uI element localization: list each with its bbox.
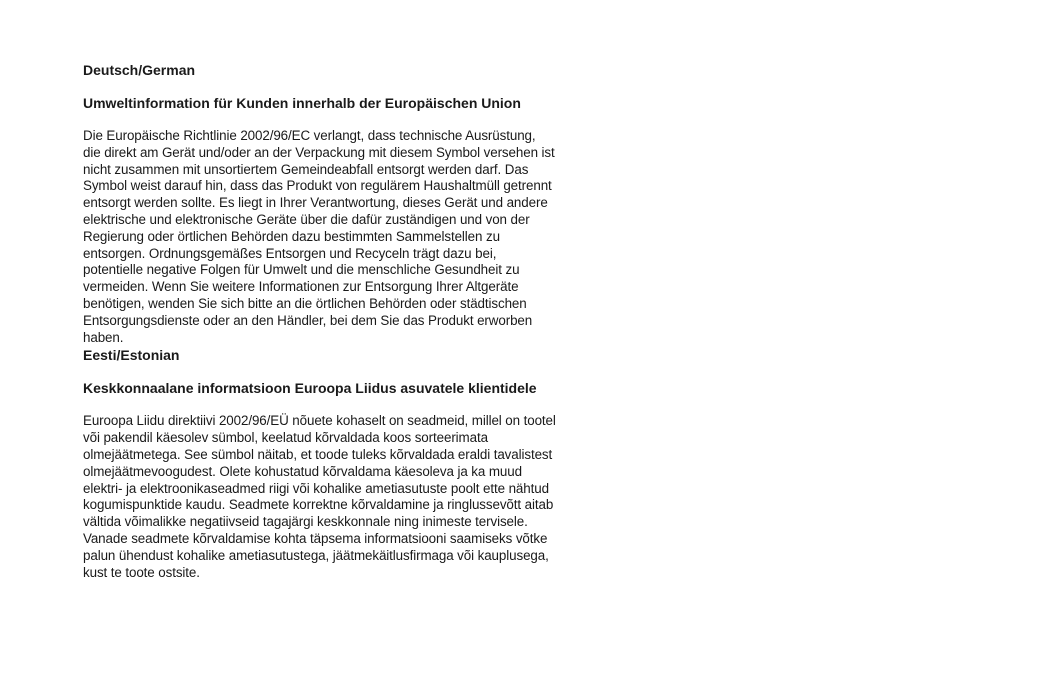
section-german bbox=[83, 62, 623, 346]
language-heading: Deutsch/German bbox=[83, 62, 196, 78]
language-heading: Eesti/Estonian bbox=[83, 347, 180, 364]
section-title: Keskkonnaalane informatsioon Euroopa Liidus asuvatele klientidele bbox=[83, 380, 537, 397]
section-body: Euroopa Liidu direktiivi 2002/96/EÜ nõuete kohaselt on seadmeid, millel on tootel või pakendil käesolev sümbol, keelatud kõrvaldada koos sorteerimata olmejäätmetega. See sümbol näitab, et toode tuleks kõrvaldada eraldi tavalistest olmejäätmevoogudest. Olete kohustatud kõrvaldama käesoleva ja ka muud elektri- ja elektroonikaseadmed riigi või kohalike ametiasutuste poolt ette nähtud kogumispunktide kaudu. Seadmete korrektne kõrvaldamine ja ringlussevõtt aitab vältida võimalikke negatiivseid tagajärgi keskkonnale ning inimeste tervisele. Vanade seadmete kõrvaldamise kohta täpsema informatsiooni saamiseks võtke palun ühendust kohalike ametiasutustega, jäätmekäitlusfirmaga või kauplusega, kust te toote ostsite. bbox=[83, 413, 556, 580]
section-estonian bbox=[83, 347, 623, 581]
document-page bbox=[83, 62, 623, 581]
section-body: Die Europäische Richtlinie 2002/96/EC verlangt, dass technische Ausrüstung, die direkt am Gerät und/oder an der Verpackung mit diesem Symbol versehen ist nicht zusammen mit unsortiertem Gemeindeabfall entsorgt werden darf. Das Symbol weist darauf hin, dass das Produkt von regulärem Haushaltmüll getrennt entsorgt werden sollte. Es liegt in Ihrer Verantwortung, dieses Gerät und andere elektrische und elektronische Geräte über die dafür zuständigen und von der Regierung oder örtlichen Behörden dazu bestimmten Sammelstellen zu entsorgen. Ordnungsgemäßes Entsorgen und Recyceln trägt dazu bei, potentielle negative Folgen für Umwelt und die menschliche Gesundheit zu vermeiden. Wenn Sie weitere Informationen zur Entsorgung Ihrer Altgeräte benötigen, wenden Sie sich bitte an die örtlichen Behörden oder städtischen Entsorgungsdienste oder an den Händler, bei dem Sie das Produkt erworben haben. bbox=[83, 128, 555, 345]
section-title: Umweltinformation für Kunden innerhalb der Europäischen Union bbox=[83, 95, 521, 111]
